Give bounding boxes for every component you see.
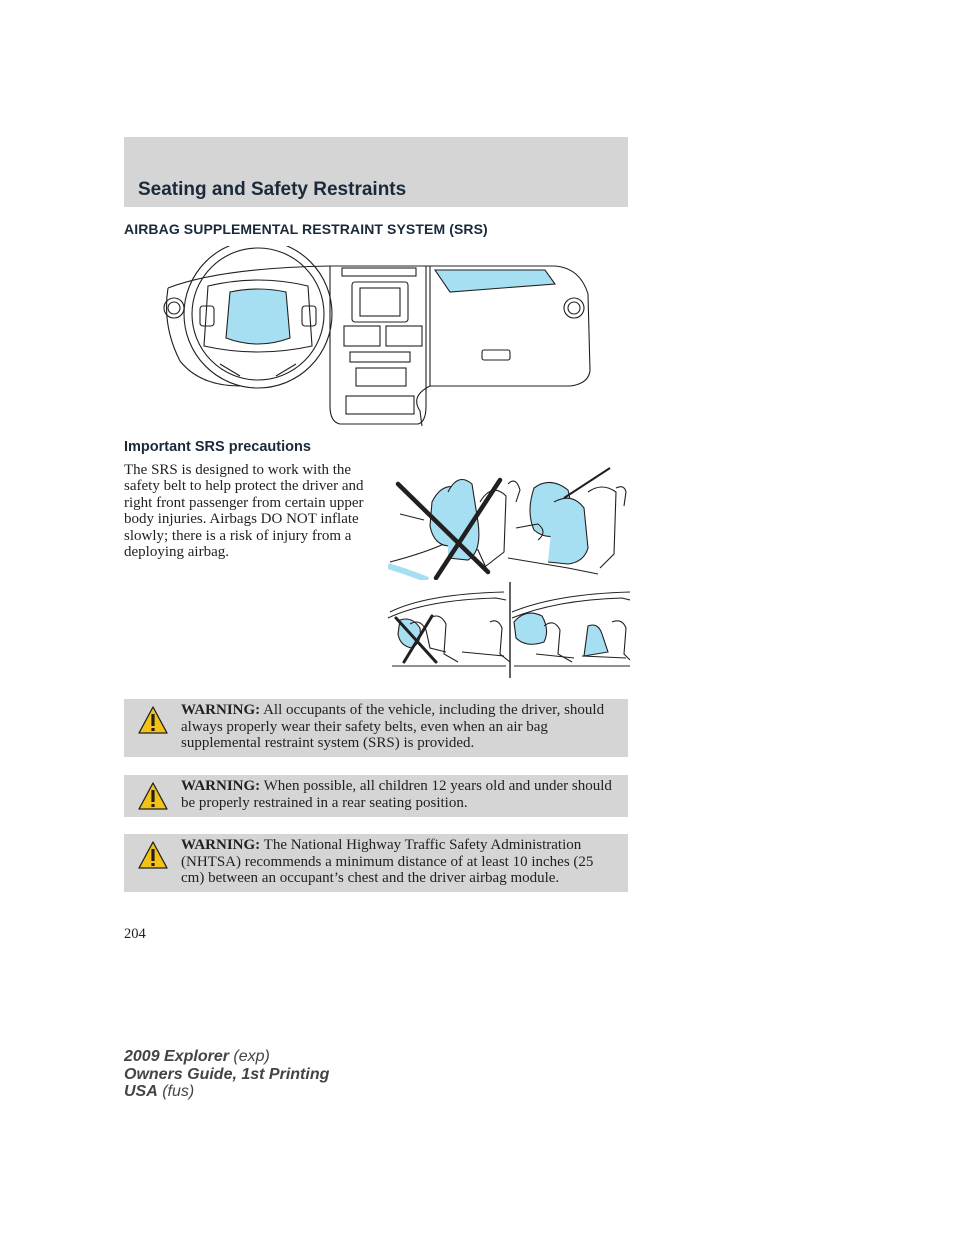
warning-icon: [138, 782, 168, 810]
warning-label: WARNING:: [181, 837, 261, 853]
footer-line-3: [124, 1083, 329, 1101]
section-title: AIRBAG SUPPLEMENTAL RESTRAINT SYSTEM (SRS): [124, 221, 488, 237]
page-number: 204: [124, 926, 146, 942]
warning-icon: [138, 706, 168, 734]
footer-market-code: (fus): [157, 1083, 195, 1100]
warning-text: The National Highway Traffic Safety Administration (NHTSA) recommends a minimum distance of at least 10 inches (25 cm) between an occupant’s chest and the driver airbag module.: [181, 837, 594, 887]
warning-text: When possible, all children 12 years old and under should be properly restrained in a rear seating position.: [181, 778, 612, 811]
warning-box: [124, 699, 628, 757]
warning-label: WARNING:: [181, 778, 261, 794]
precautions-heading: Important SRS precautions: [124, 439, 311, 455]
footer: [124, 1048, 329, 1101]
footer-market: USA: [124, 1083, 158, 1100]
warning-label: WARNING:: [181, 702, 261, 718]
child-seating-illustration: [386, 582, 630, 678]
occupant-position-illustration: [388, 462, 630, 580]
page-title: Seating and Safety Restraints: [138, 179, 407, 200]
footer-printing: Owners Guide, 1st Printing: [124, 1065, 330, 1083]
footer-model-code: (exp): [228, 1048, 270, 1065]
warning-text: All occupants of the vehicle, including the driver, should always properly wear their safety belts, even when an air bag supplemental restraint system (SRS) is provided.: [181, 702, 605, 752]
footer-line-1: [124, 1048, 329, 1066]
dashboard-airbag-illustration: [160, 246, 592, 426]
footer-model: 2009 Explorer: [124, 1048, 229, 1065]
header-band: [124, 137, 628, 207]
precautions-paragraph: The SRS is designed to work with the safety belt to help protect the driver and right front passenger from certain upper body injuries. Airbags DO NOT inflate slowly; there is a risk of injury from a deploying airbag.: [124, 462, 364, 561]
precautions-body: [124, 462, 364, 560]
footer-line-2: [124, 1066, 329, 1084]
warning-box: [124, 834, 628, 892]
warning-icon: [138, 841, 168, 869]
warning-box: [124, 775, 628, 817]
